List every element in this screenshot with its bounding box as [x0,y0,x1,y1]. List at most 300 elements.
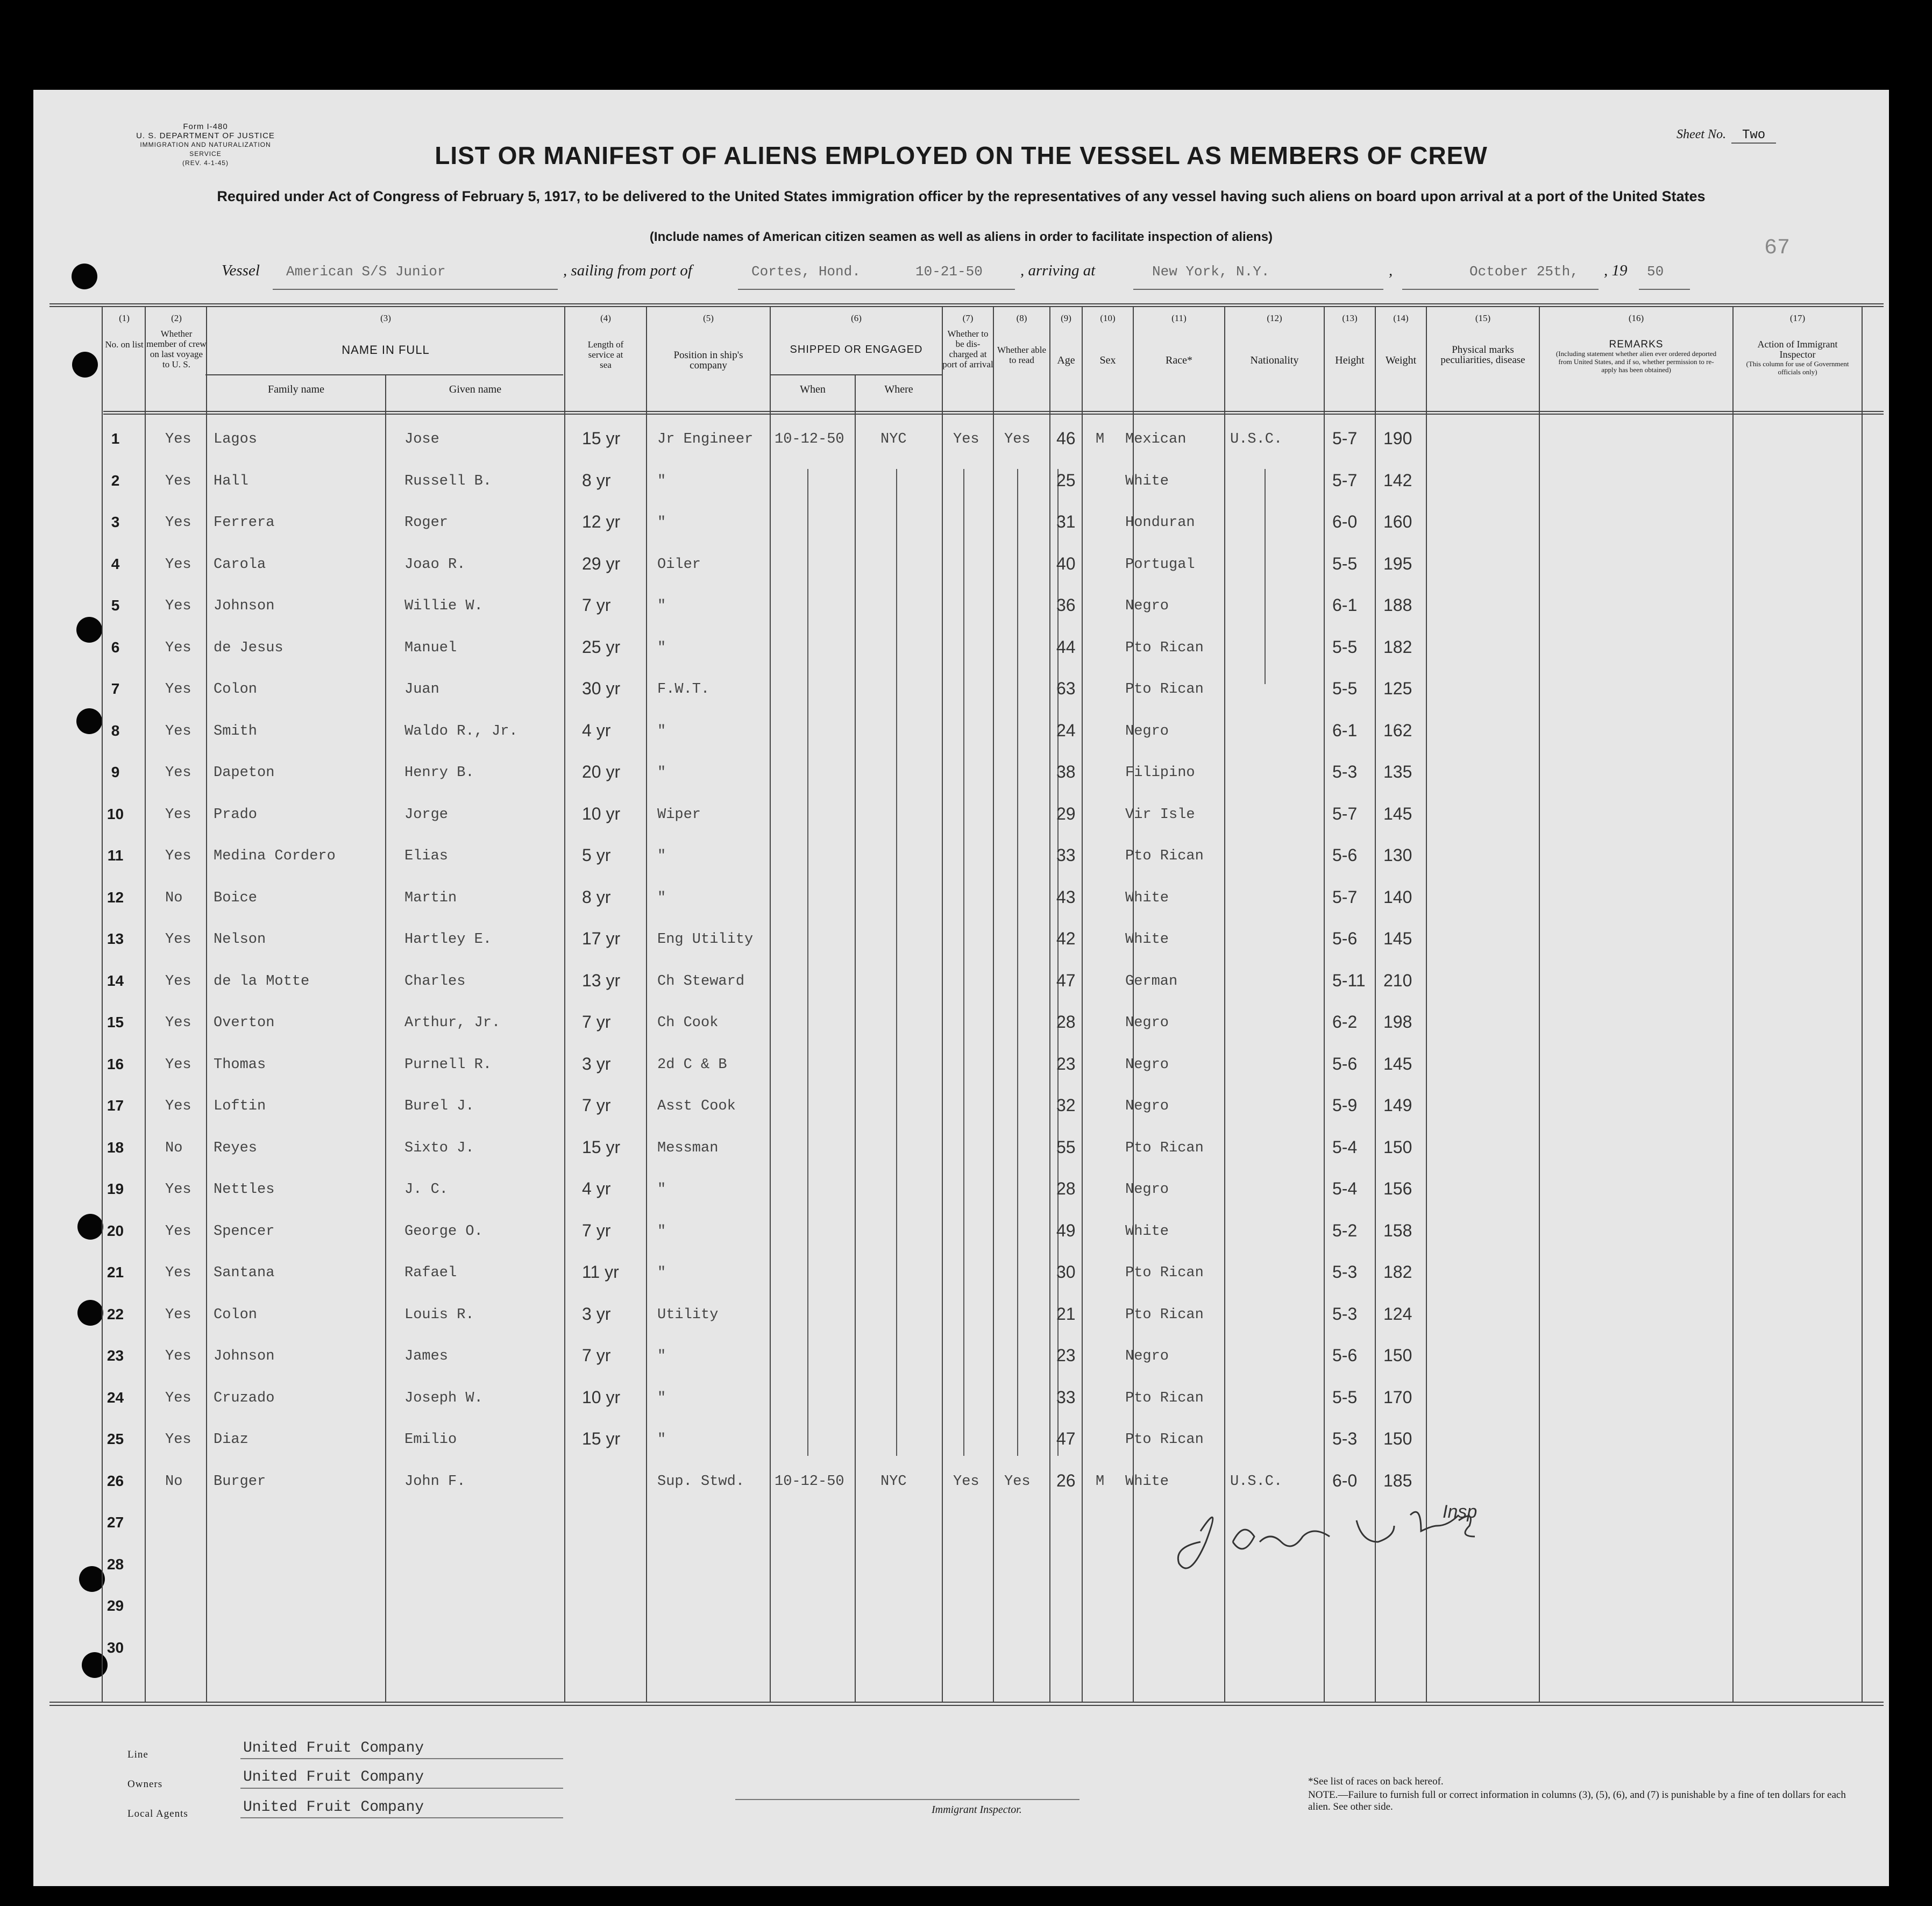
sailing-label: , sailing from port of [563,262,692,279]
sailing-port-value: Cortes, Hond. [751,264,861,280]
family-name-cell: Ferrera [214,515,275,531]
family-name-cell: Overton [214,1015,275,1031]
signature-title: Insp [1443,1502,1478,1522]
race-cell: Honduran [1125,515,1195,531]
position-cell: " [657,1265,666,1281]
race-cell: Filipino [1125,765,1195,781]
race-cell: Pto Rican [1125,639,1204,656]
height-cell: 5-5 [1332,1387,1358,1407]
given-name-cell: Emilio [404,1432,457,1448]
race-cell: Negro [1125,1182,1169,1198]
footer-line-value: United Fruit Company [243,1740,424,1756]
service-cell: 7 yr [582,1346,611,1365]
last-voyage-cell: Yes [165,515,191,531]
row-number-cell: 21 [106,1264,124,1281]
height-cell: 6-1 [1332,720,1358,740]
height-cell: 5-7 [1332,429,1358,448]
family-name-cell: Boice [214,890,258,906]
position-cell: Oiler [657,556,701,573]
weight-cell: 162 [1383,720,1412,740]
col-subheader-given: Given name [449,383,502,395]
last-voyage-cell: Yes [165,1098,191,1114]
service-cell: 12 yr [582,512,621,531]
col-label: Physical marks peculiarities, disease [1440,344,1525,366]
given-name-cell: Joao R. [404,556,466,573]
signature-name [1238,1515,1318,1535]
service-cell: 7 yr [582,1220,611,1240]
given-name-cell: Henry B. [404,765,474,781]
race-cell: Negro [1125,1056,1169,1073]
given-name-cell: Burel J. [404,1098,474,1114]
col-label: Nationality [1250,354,1299,366]
footer-owners-value: United Fruit Company [243,1769,424,1786]
race-cell: Negro [1125,1015,1169,1031]
col-number: (11) [1171,313,1187,323]
service-cell: 25 yr [582,637,621,657]
last-voyage-cell: Yes [165,806,191,823]
races-note: *See list of races on back hereof. [1308,1776,1444,1787]
last-voyage-cell: Yes [165,1390,191,1406]
footer-line-label: Line [127,1749,148,1760]
height-cell: 6-0 [1332,1470,1358,1490]
given-name-cell: Waldo R., Jr. [404,723,518,739]
race-cell: Pto Rican [1125,1306,1204,1323]
col-number: (9) [1061,313,1071,323]
signature-scribble [1178,1512,1475,1568]
row-number-cell: 6 [111,638,120,656]
col-number: (7) [962,313,974,323]
footer-line-underline [240,1758,563,1759]
height-cell: 5-6 [1332,1054,1358,1073]
row-number-cell: 10 [106,805,124,822]
footer-agents-value: United Fruit Company [243,1799,424,1816]
age-cell: 28 [1056,1179,1076,1198]
col-header-last-voyage [146,313,207,369]
weight-cell: 182 [1383,637,1412,657]
race-cell: Negro [1125,598,1169,614]
last-voyage-cell: Yes [165,723,191,739]
last-voyage-cell: Yes [165,681,191,698]
col-header-position [647,313,770,371]
arriving-port-value: New York, N.Y. [1152,264,1270,280]
given-name-cell: John F. [404,1473,466,1490]
col-number: (2) [171,313,182,323]
col-number: (1) [119,313,130,323]
family-name-cell: Hall [214,473,248,489]
given-name-cell: Manuel [404,639,457,656]
col-header-nationality [1225,313,1324,366]
height-cell: 5-4 [1332,1179,1358,1198]
last-voyage-cell: Yes [165,973,191,990]
col-number: (15) [1475,313,1491,323]
weight-cell: 150 [1383,1137,1412,1157]
age-cell: 47 [1056,970,1076,990]
department-name: U. S. DEPARTMENT OF JUSTICE [136,131,275,140]
service-cell: 29 yr [582,553,621,573]
family-name-cell: de Jesus [214,639,283,656]
manifest-sheet [33,90,1889,1886]
race-cell: White [1125,1473,1169,1490]
race-cell: Mexican [1125,431,1187,447]
given-name-cell: Roger [404,515,449,531]
family-name-cell: Colon [214,681,258,698]
race-cell: Pto Rican [1125,1140,1204,1156]
position-cell: Ch Steward [657,973,745,990]
service-cell: 13 yr [582,970,621,990]
row-number-cell: 22 [106,1305,124,1322]
service-cell: 8 yr [582,470,611,490]
height-cell: 5-9 [1332,1096,1358,1115]
row-number-cell: 11 [107,847,124,864]
age-cell: 42 [1056,929,1076,948]
row-number-cell: 14 [106,972,124,989]
service-name: IMMIGRATION AND NATURALIZATION SERVICE [140,141,271,158]
service-cell: 15 yr [582,1429,621,1448]
penalty-note: NOTE.—Failure to furnish full or correct information in columns (3), (5), (6), and (7) is punishable by a fine of ten dollars for each alien. See other side. [1308,1789,1846,1812]
last-voyage-cell: No [165,890,183,906]
age-cell: 44 [1056,637,1076,657]
row-number-cell: 19 [106,1180,124,1197]
page-stamp-number: 67 [1764,236,1791,260]
col-number: (17) [1789,313,1806,323]
position-cell: " [657,723,666,739]
age-cell: 23 [1056,1346,1076,1365]
height-cell: 5-7 [1332,470,1358,490]
race-cell: German [1125,973,1178,990]
given-name-cell: Arthur, Jr. [404,1015,501,1031]
col-header-shipped [770,313,942,355]
able-to-read-cell: Yes [1004,431,1031,447]
position-cell: Asst Cook [657,1098,736,1114]
footer-owners-label: Owners [127,1779,163,1790]
col-header-service [565,313,647,370]
given-name-cell: Purnell R. [404,1056,492,1073]
position-cell: Ch Cook [657,1015,719,1031]
position-cell: F.W.T. [657,681,710,698]
height-cell: 5-5 [1332,553,1358,573]
weight-cell: 145 [1383,803,1412,823]
last-voyage-cell: Yes [165,848,191,864]
col-header-height [1324,313,1375,366]
family-name-cell: Nelson [214,931,266,948]
row-number-cell: 4 [111,555,120,572]
col-label: Length of service at sea [587,339,624,370]
family-name-cell: Cruzado [214,1390,275,1406]
weight-cell: 145 [1383,929,1412,948]
weight-cell: 198 [1383,1012,1412,1032]
height-cell: 5-4 [1332,1137,1358,1157]
col-header-name [207,313,565,355]
age-cell: 55 [1056,1137,1076,1157]
service-cell: 5 yr [582,845,611,865]
col-number: (14) [1393,313,1409,323]
race-cell: Pto Rican [1125,1265,1204,1281]
row-number-cell: 27 [106,1514,124,1531]
discharged-cell: Yes [953,1473,979,1490]
race-cell: Vir Isle [1125,806,1195,823]
shipped-when-cell: 10-12-50 [775,431,844,447]
form-revision: (REV. 4-1-45) [182,159,229,167]
family-name-cell: Johnson [214,598,275,614]
shipped-when-cell: 10-12-50 [775,1473,844,1490]
family-name-cell: Loftin [214,1098,266,1114]
race-cell: White [1125,1223,1169,1240]
col-number: (4) [600,313,611,323]
age-cell: 26 [1056,1470,1076,1490]
weight-cell: 195 [1383,553,1412,573]
last-voyage-cell: Yes [165,556,191,573]
weight-cell: 190 [1383,429,1412,448]
row-number-cell: 9 [111,764,120,780]
family-name-cell: Lagos [214,431,258,447]
discharged-cell: Yes [953,431,979,447]
given-name-cell: Juan [404,681,439,698]
service-cell: 10 yr [582,803,621,823]
height-cell: 5-3 [1332,1304,1358,1324]
family-name-cell: Dapeton [214,765,275,781]
age-cell: 29 [1056,803,1076,823]
race-cell: Negro [1125,723,1169,739]
row-number-cell: 15 [106,1014,124,1030]
row-number-cell: 20 [106,1222,124,1239]
last-voyage-cell: Yes [165,1432,191,1448]
position-cell: 2d C & B [657,1056,727,1073]
weight-cell: 125 [1383,679,1412,698]
col-number: (16) [1628,313,1644,323]
col-sub-note: (Including statement whether alien ever ordered deported from United States, and if so, whether permission to re-apply has been obtained) [1555,350,1717,374]
col-header-age [1050,313,1082,366]
family-name-cell: Thomas [214,1056,266,1073]
weight-cell: 124 [1383,1304,1412,1324]
col-label: Weight [1385,354,1417,366]
row-number-cell: 1 [111,430,120,447]
age-cell: 49 [1056,1220,1076,1240]
col-label: Position in ship's company [673,350,743,371]
position-cell: " [657,515,666,531]
col-header-sex [1082,313,1133,366]
col-number: (13) [1342,313,1358,323]
position-cell: Jr Engineer [657,431,754,447]
col-label: NAME IN FULL [342,343,430,357]
row-number-cell: 24 [106,1389,124,1406]
shipped-where-cell: NYC [880,1473,907,1490]
position-cell: " [657,1432,666,1448]
able-to-read-cell: Yes [1004,1473,1031,1490]
weight-cell: 170 [1383,1387,1412,1407]
family-name-cell: Carola [214,556,266,573]
col-header-race [1133,313,1225,366]
given-name-cell: Joseph W. [404,1390,483,1406]
row-number-cell: 28 [106,1555,124,1573]
family-name-cell: Burger [214,1473,266,1490]
col-label: Sex [1099,354,1116,366]
age-cell: 43 [1056,887,1076,907]
position-cell: " [657,473,666,489]
age-cell: 46 [1056,429,1076,448]
weight-cell: 182 [1383,1262,1412,1282]
form-number: Form I-480 [183,122,228,131]
position-cell: " [657,848,666,864]
page-title: LIST OR MANIFEST OF ALIENS EMPLOYED ON THE VESSEL AS MEMBERS OF CREW [435,141,1488,169]
weight-cell: 210 [1383,970,1412,990]
col-label: SHIPPED OR ENGAGED [790,344,923,355]
footer-agents-label: Local Agents [127,1808,188,1819]
last-voyage-cell: Yes [165,1056,191,1073]
last-voyage-cell: No [165,1473,183,1490]
col-label: Whether member of crew on last voyage to U. S. [146,329,207,369]
height-cell: 5-6 [1332,929,1358,948]
col-sub-note: (This column for use of Government officials only) [1746,360,1849,376]
given-name-cell: Charles [404,973,466,990]
given-name-cell: Russell B. [404,473,492,489]
row-number-cell: 30 [106,1639,124,1656]
family-name-cell: Prado [214,806,258,823]
col-header-inspector-action [1733,313,1862,376]
family-name-cell: Nettles [214,1182,275,1198]
weight-cell: 150 [1383,1429,1412,1448]
race-cell: White [1125,890,1169,906]
position-cell: Eng Utility [657,931,754,948]
given-name-cell: Sixto J. [404,1140,474,1156]
col-label: Height [1335,354,1365,366]
service-cell: 3 yr [582,1304,611,1324]
height-cell: 5-6 [1332,1346,1358,1365]
service-cell: 7 yr [582,595,611,615]
service-cell: 7 yr [582,1012,611,1032]
row-number-cell: 17 [106,1097,124,1114]
col-number: (5) [703,313,714,323]
last-voyage-cell: Yes [165,1015,191,1031]
position-cell: " [657,765,666,781]
position-cell: " [657,1348,666,1364]
last-voyage-cell: Yes [165,473,191,489]
weight-cell: 130 [1383,845,1412,865]
page-subtitle: Required under Act of Congress of February 5, 1917, to be delivered to the United States immigration officer by the representatives of any vessel having such aliens on board upon arrival at a port of the United States [217,188,1706,204]
service-cell: 10 yr [582,1387,621,1407]
arriving-label: , arriving at [1020,262,1096,279]
position-cell: " [657,1182,666,1198]
row-number-cell: 23 [106,1347,124,1364]
col-label: REMARKS [1609,339,1664,350]
arrival-date-value: October 25th, [1469,264,1579,280]
service-cell: 20 yr [582,762,621,781]
given-name-cell: Jose [404,431,439,447]
weight-cell: 160 [1383,512,1412,531]
age-cell: 23 [1056,1054,1076,1073]
age-cell: 40 [1056,553,1076,573]
given-name-cell: Rafael [404,1265,457,1281]
age-cell: 36 [1056,595,1076,615]
service-cell: 17 yr [582,929,621,948]
position-cell: Wiper [657,806,701,823]
height-cell: 6-0 [1332,512,1358,531]
given-name-cell: Martin [404,890,457,906]
position-cell: " [657,598,666,614]
col-header-remarks [1539,313,1733,374]
last-voyage-cell: Yes [165,598,191,614]
row-number-cell: 3 [111,514,120,530]
last-voyage-cell: Yes [165,931,191,948]
height-cell: 5-11 [1332,970,1366,990]
nationality-cell: U.S.C. [1230,431,1283,447]
row-number-cell: 25 [106,1431,124,1447]
col-number: (12) [1267,313,1282,323]
col-header-physical-marks [1426,313,1539,365]
race-cell: Pto Rican [1125,1390,1204,1406]
family-name-cell: Medina Cordero [214,848,336,864]
height-cell: 5-7 [1332,887,1358,907]
given-name-cell: Jorge [404,806,449,823]
service-cell: 4 yr [582,1179,611,1198]
weight-cell: 150 [1383,1346,1412,1365]
service-cell: 7 yr [582,1096,611,1115]
inspector-label: Immigrant Inspector. [932,1804,1022,1816]
height-cell: 5-5 [1332,679,1358,698]
position-cell: Messman [657,1140,719,1156]
col-header-weight [1375,313,1426,366]
race-cell: Pto Rican [1125,681,1204,698]
sex-cell: M [1096,431,1105,447]
nationality-cell: U.S.C. [1230,1473,1283,1490]
weight-cell: 185 [1383,1470,1412,1490]
col-label: Race* [1166,354,1192,366]
col-header-discharged [942,313,993,369]
family-name-cell: Johnson [214,1348,275,1364]
weight-cell: 188 [1383,595,1412,615]
weight-cell: 149 [1383,1096,1412,1115]
given-name-cell: Louis R. [404,1306,474,1323]
inspector-signature-line [735,1799,1079,1800]
family-name-cell: de la Motte [214,973,310,990]
row-number-cell: 7 [111,680,120,697]
col-number: (8) [1016,313,1027,323]
row-number-cell: 2 [111,472,120,489]
last-voyage-cell: Yes [165,1182,191,1198]
service-cell: 4 yr [582,720,611,740]
height-cell: 5-3 [1332,1262,1358,1282]
col-label: Whether able to read [997,345,1047,365]
age-cell: 33 [1056,1387,1076,1407]
col-number: (10) [1100,313,1116,323]
row-number-cell: 18 [106,1139,124,1156]
col-subheader-family: Family name [268,383,324,395]
last-voyage-cell: Yes [165,431,191,447]
height-cell: 6-1 [1332,595,1358,615]
service-cell: 11 yr [582,1262,619,1282]
race-cell: Negro [1125,1348,1169,1364]
col-header-no [103,313,145,350]
height-cell: 5-3 [1332,762,1358,781]
last-voyage-cell: Yes [165,1223,191,1240]
last-voyage-cell: Yes [165,639,191,656]
height-cell: 5-5 [1332,637,1358,657]
position-cell: Sup. Stwd. [657,1473,745,1490]
col-subheader-where: Where [884,383,913,395]
family-name-cell: Diaz [214,1432,248,1448]
age-cell: 30 [1056,1262,1076,1282]
col-number: (3) [380,313,391,323]
col-label: Action of Immigrant Inspector [1757,339,1838,360]
vessel-value: American S/S Junior [286,264,446,280]
page-subnote: (Include names of American citizen seamen as well as aliens in order to facilitate inspection of aliens) [649,230,1273,244]
age-cell: 38 [1056,762,1076,781]
height-cell: 5-2 [1332,1220,1358,1240]
age-cell: 63 [1056,679,1076,698]
position-cell: " [657,1390,666,1406]
weight-cell: 156 [1383,1179,1412,1198]
col-header-read [993,313,1050,365]
col-label: Age [1057,354,1075,366]
